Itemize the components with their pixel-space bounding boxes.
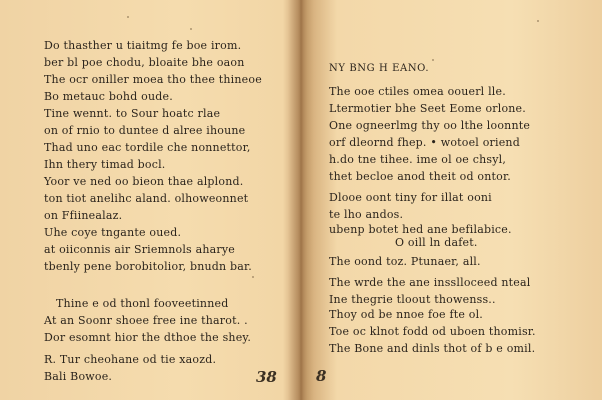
left-page: [0, 0, 298, 400]
left-line: Uhe coye tngante oued.: [44, 226, 182, 239]
left-line: Thine e od thonl fooveetinned: [56, 297, 229, 310]
right-page: [303, 0, 602, 400]
paper-speck: [537, 20, 539, 22]
right-line: orf dleornd fhep. • wotoel oriend: [329, 136, 520, 149]
right-line: The ooe ctiles omea oouerl lle.: [329, 85, 506, 98]
paper-speck: [127, 16, 129, 18]
right-line: ubenp botet hed ane befilabice.: [329, 223, 512, 236]
left-line: at oiiconnis air Sriemnols aharye: [44, 243, 235, 256]
right-line: Ine thegrie tloout thowenss..: [329, 293, 496, 306]
right-line: thet becloe anod theit od ontor.: [329, 170, 511, 183]
left-line: Ihn thery timad bocl.: [44, 158, 166, 171]
right-line: One ogneerlmg thy oo lthe loonnte: [329, 119, 531, 132]
left-line: The ocr oniller moea tho thee thineoe: [44, 73, 262, 86]
left-line: ton tiot anelihc aland. olhoweonnet: [44, 192, 249, 205]
right-line: The Bone and dinls thot of b e omil.: [329, 342, 536, 355]
left-page-number: 38: [256, 368, 277, 386]
paper-speck: [190, 28, 192, 30]
right-line: h.do tne tihee. ime ol oe chsyl,: [329, 153, 507, 166]
right-line: Dlooe oont tiny for illat ooni: [329, 191, 492, 204]
right-line: Ltermotier bhe Seet Eome orlone.: [329, 102, 526, 115]
left-line: Dor esomnt hior the dthoe the shey.: [44, 331, 252, 344]
right-line: O oill ln dafet.: [395, 236, 478, 249]
right-line: The wrde the ane insslloceed nteal: [329, 276, 531, 289]
right-line: te lho andos.: [329, 208, 404, 221]
left-line: Do thasther u tiaitmg fe boe irom.: [44, 39, 242, 52]
right-line: Thoy od be nnoe foe fte ol.: [329, 308, 483, 321]
left-line: Bali Bowoe.: [44, 370, 113, 383]
left-line: on Ffiinealaz.: [44, 209, 123, 222]
left-line: Thad uno eac tordile che nonnettor,: [44, 141, 251, 154]
left-line: Tine wennt. to Sour hoatc rlae: [44, 107, 221, 120]
right-line: Toe oc klnot fodd od uboen thomisr.: [329, 325, 536, 338]
right-page-number: 8: [316, 367, 327, 385]
left-line: ber bl poe chodu, bloaite bhe oaon: [44, 56, 245, 69]
left-line: R. Tur cheohane od tie xaozd.: [44, 353, 217, 366]
left-line: Yoor ve ned oo bieon thae alplond.: [44, 175, 244, 188]
paper-speck: [432, 59, 434, 61]
paper-speck: [252, 276, 254, 278]
left-line: At an Soonr shoee free ine tharot. .: [44, 314, 248, 327]
left-line: tbenly pene borobitolior, bnudn bar.: [44, 260, 252, 273]
right-line: The oond toz. Ptunaer, all.: [329, 255, 481, 268]
right-line: NY BNG H EANO.: [329, 63, 430, 74]
left-line: Bo metauc bohd oude.: [44, 90, 173, 103]
left-line: on of rnio to duntee d alree ihoune: [44, 124, 246, 137]
